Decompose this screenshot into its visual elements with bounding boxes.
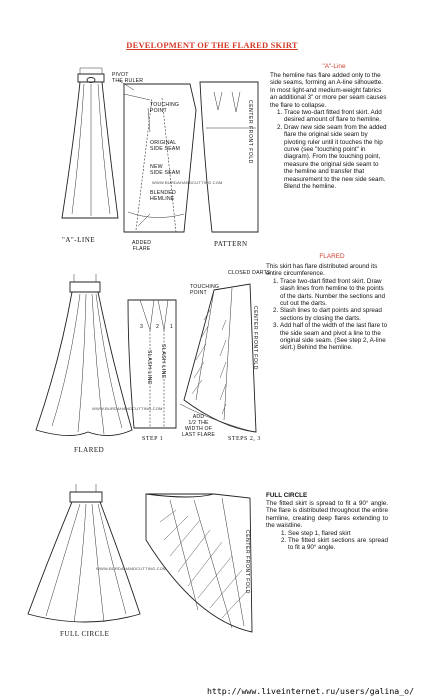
label-section-2: 2 — [156, 324, 160, 330]
watermark-1: WWW.BURDAHANDCUTTING.COM — [152, 180, 223, 185]
label-slash-line-1: SLASH LINE — [146, 350, 152, 385]
label-center-front-fold-3: CENTER FRONT FOLD — [244, 530, 250, 594]
fullcircle-steps — [266, 530, 388, 552]
fullcircle-skirt-illustration — [28, 484, 140, 622]
caption-aline: "A"-LINE — [62, 236, 96, 244]
aline-heading: "A"-Line — [322, 63, 346, 70]
fullcircle-step-2: 2. The fitted skirt sections are spread to fit a 90° angle. — [288, 537, 388, 552]
caption-steps-2-3: STEPS 2, 3 — [228, 436, 261, 442]
flared-intro: This skirt has flare distributed around its entire circumference. — [266, 263, 378, 278]
label-center-front-fold-2: CENTER FRONT FOLD — [252, 306, 258, 370]
flared-steps23-pattern — [180, 284, 256, 432]
label-blended-hemline: BLENDED HEMLINE — [150, 190, 176, 202]
label-touching-point: TOUCHING POINT — [150, 102, 180, 114]
aline-steps — [270, 109, 388, 190]
flared-step-3: 3. Add half of the width of the last flare to the side seam and pivot a line to the original side seam. (See step 2, A-line skirt.) Behind the hemline. — [280, 322, 388, 352]
fullcircle-text-block — [266, 500, 388, 552]
caption-full-circle: FULL CIRCLE — [60, 630, 110, 638]
caption-step-1: STEP 1 — [142, 436, 164, 442]
aline-step-1: 1. Trace two-dart fitted front skirt. Add desired amount of flare to hemline. — [284, 109, 388, 124]
aline-text-block — [270, 72, 388, 191]
fullcircle-heading: FULL CIRCLE — [266, 492, 308, 499]
flared-heading: FLARED — [319, 253, 345, 260]
label-center-front-fold-1: CENTER FRONT FOLD — [247, 100, 253, 164]
fullcircle-step-1: 1. See step 1, flared skirt — [288, 530, 388, 537]
label-closed-darts: CLOSED DARTS — [228, 270, 271, 276]
label-section-1: 1 — [170, 324, 174, 330]
label-touching-point-2: TOUCHING POINT — [190, 284, 220, 296]
label-new-side-seam: NEW SIDE SEAM — [150, 164, 181, 176]
aline-intro: The hemline has flare added only to the side seams, forming an A-line silhouette. In most light-and medium-weight fabrics an additional 3" or more per seam causes the flare to collapse. — [270, 72, 387, 109]
fullcircle-intro: The fitted skirt is spread to fit a 90° angle. The flare is distributed throughout the entire hemline, creating deep flares extending to the waistline. — [266, 500, 388, 530]
fullcircle-pattern — [146, 494, 252, 632]
page-title: DEVELOPMENT OF THE FLARED SKIRT — [126, 40, 298, 50]
label-added-flare: ADDED FLARE — [132, 240, 152, 252]
flared-text-block — [266, 263, 388, 352]
flared-step-2: 2. Slash lines to dart points and spread sections by closing the darts. — [280, 307, 388, 322]
caption-pattern: PATTERN — [214, 240, 248, 248]
watermark-2: WWW.BURDAHANDCUTTING.COM — [92, 406, 163, 411]
flared-steps — [266, 278, 388, 352]
flared-skirt-illustration — [36, 274, 132, 436]
aline-skirt-illustration — [62, 68, 118, 218]
label-original-side-seam: ORIGINAL SIDE SEAM — [150, 140, 181, 152]
label-pivot-ruler: PIVOT THE RULER — [112, 72, 144, 84]
label-slash-line-2: SLASH LINE — [160, 344, 166, 379]
watermark-3: WWW.BURDAHANDCUTTING.COM — [96, 566, 167, 571]
label-add-half-flare: ADD 1/2 THE WIDTH OF LAST FLARE — [182, 414, 216, 438]
caption-flared: FLARED — [74, 446, 105, 454]
label-section-3: 3 — [140, 324, 144, 330]
flared-step-1: 1. Trace two-dart fitted front skirt. Draw slash lines from hemline to the points of the darts. Number the sections and cut out the darts. — [280, 278, 388, 308]
aline-step-2: 2. Draw new side seam from the added flare the original side seam by pivoting ruler until it touches the hip curve (see "touching point" in diagram). From the touching point, measure the original side seam to the hemline and transfer that measurement to the new side seam. Blend the hemline. — [284, 124, 388, 191]
footer-url: http://www.liveinternet.ru/users/galina_o/ — [206, 686, 414, 696]
